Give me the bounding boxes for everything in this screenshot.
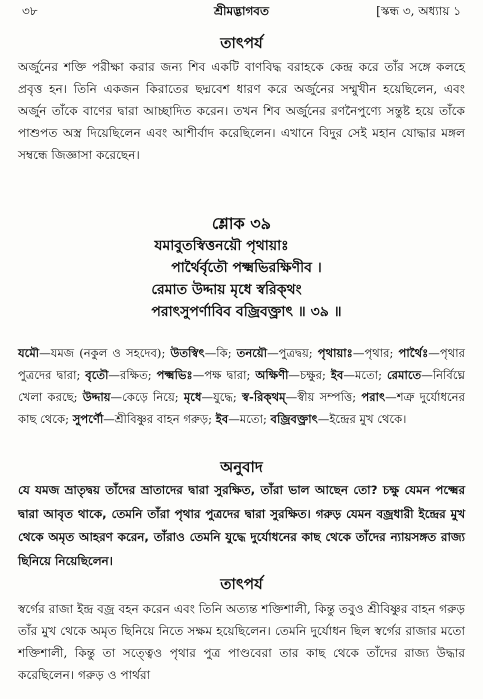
verse-line: যমাবুতস্বিত্তনয়ৌ পৃথায়াঃ [154, 238, 289, 254]
synonym-item: সুপর্ণৌ—শ্রীবিষ্ণুর বাহন গরুড়; [72, 412, 216, 426]
synonym-item: যমৌ—যমজ (নকুল ও সহদেব); [18, 346, 171, 360]
synonym-item: বজ্রিবক্ত্রাৎ—ইন্দ্রের মুখ থেকে। [270, 412, 407, 426]
verse-line: পরাৎসুপর্ণাবিব বজ্রিবক্ত্রাৎ ॥ ৩৯ ॥ [151, 304, 342, 320]
verse-heading: শ্লোক ৩৯ [211, 214, 272, 233]
synonym-item: উদ্দায়—কেড়ে নিয়ে; [82, 390, 184, 404]
synonym-item: পরাৎ—শত্রু দুর্যোধনের কাছ থেকে; [18, 390, 465, 426]
translation-text: যে যমজ ভ্রাতৃদ্বয় তাঁদের ভ্রাতাদের দ্বারা সুরক্ষিত, তাঁরা ভাল আছেন তো? চক্ষু যেমন পক্ষ্মের দ্বারা আবৃত থাকে, তেমনি তাঁরা পৃথার পুত্রদের দ্বারা সুরক্ষিত। গরুড় যেমন বজ্রধারী ইন্দ্রের মুখ থেকে অমৃত আহরণ করেন, তাঁরাও তেমনি যুদ্ধে দুর্যোধনের কাছ থেকে তাঁদের ন্যায়সঙ্গত রাজ্য ছিনিয়ে নিয়েছিলেন। [18, 483, 465, 568]
synonym-item: বৃতৌ—রক্ষিত; [85, 368, 157, 382]
synonym-item: পক্ষ্মভিঃ—পক্ষ দ্বারা; [156, 368, 256, 382]
purport-2-heading: তাৎপর্য [220, 575, 263, 593]
synonym-item: অক্ষিণী—চক্ষুর; [255, 368, 331, 382]
synonym-item: পৃথায়াঃ—পৃথার; [317, 346, 399, 360]
verse-line: পার্থৈর্বৃতৌ পক্ষ্মভিরক্ষিণীব । [171, 260, 322, 276]
page-number: ৩৮ [22, 4, 38, 18]
synonym-item: উতস্বিৎ—কি; [170, 346, 237, 360]
synonym-item: ইব—মতো; [330, 368, 387, 382]
purport-heading: তাৎপর্য [220, 34, 263, 52]
verse-line: রেমাত উদ্দায় মৃধে স্বরিক্থং [151, 282, 302, 298]
synonym-item: ইব—মতো; [215, 412, 271, 426]
word-meanings [18, 342, 465, 430]
page-header [22, 0, 461, 26]
synonym-item: তনয়ৌ—পুত্রদ্বয়; [236, 346, 318, 360]
purport-text: অর্জুনের শক্তি পরীক্ষা করার জন্য শিব একটি বাণবিদ্ধ বরাহকে কেন্দ্র করে তাঁর সঙ্গে কলহে প্রবৃত্ত হন। তিনি একজন কিরাতের ছদ্মবেশ ধারণ করে অর্জুনের সম্মুখীন হয়েছিলেন, এবং অর্জুন তাঁকে বাণের দ্বারা আচ্ছাদিত করেন। তখন শিব অর্জুনের রণনৈপুণ্যে সন্তুষ্ট হয়ে তাঁকে পাশুপত অস্ত্র দিয়েছিলেন এবং আশীর্বাদ করেছিলেন। এখানে বিদুর সেই মহান যোদ্ধার মঙ্গল সম্বন্ধে জিজ্ঞাসা করেছেন। [18, 60, 465, 162]
synonym-item: রেমাতে—নির্বিঘ্নে খেলা করছে; [18, 368, 465, 404]
section-reference: [স্কন্ধ ৩, অধ্যায় ১ [376, 4, 461, 18]
synonym-item: পার্থৈঃ—পৃথার পুত্রদের দ্বারা; [18, 346, 465, 382]
verse-text [0, 235, 483, 323]
synonym-item: মৃধে—যুদ্ধে; [183, 390, 242, 404]
translation-heading: অনুবাদ [220, 458, 263, 476]
book-title: শ্রীমদ্ভাগবত [213, 4, 269, 18]
purport-2-text: স্বর্গের রাজা ইন্দ্র বজ্র বহন করেন এবং তিনি অত্যন্ত শক্তিশালী, কিন্তু তবুও শ্রীবিষ্ণুর বাহন গরুড় তাঁর মুখ থেকে অমৃত ছিনিয়ে নিতে সক্ষম হয়েছিলেন। তেমনি দুর্যোধন ছিল স্বর্গের রাজার মতো শক্তিশালী, কিন্তু তা সত্ত্বেও পৃথার পুত্র পাণ্ডবেরা তার কাছ থেকে তাঁদের রাজ্য উদ্ধার করেছিলেন। গরুড় ও পার্থরা [18, 602, 465, 682]
synonym-item: স্ব-রিক্থম্—স্বীয় সম্পত্তি; [241, 390, 362, 404]
